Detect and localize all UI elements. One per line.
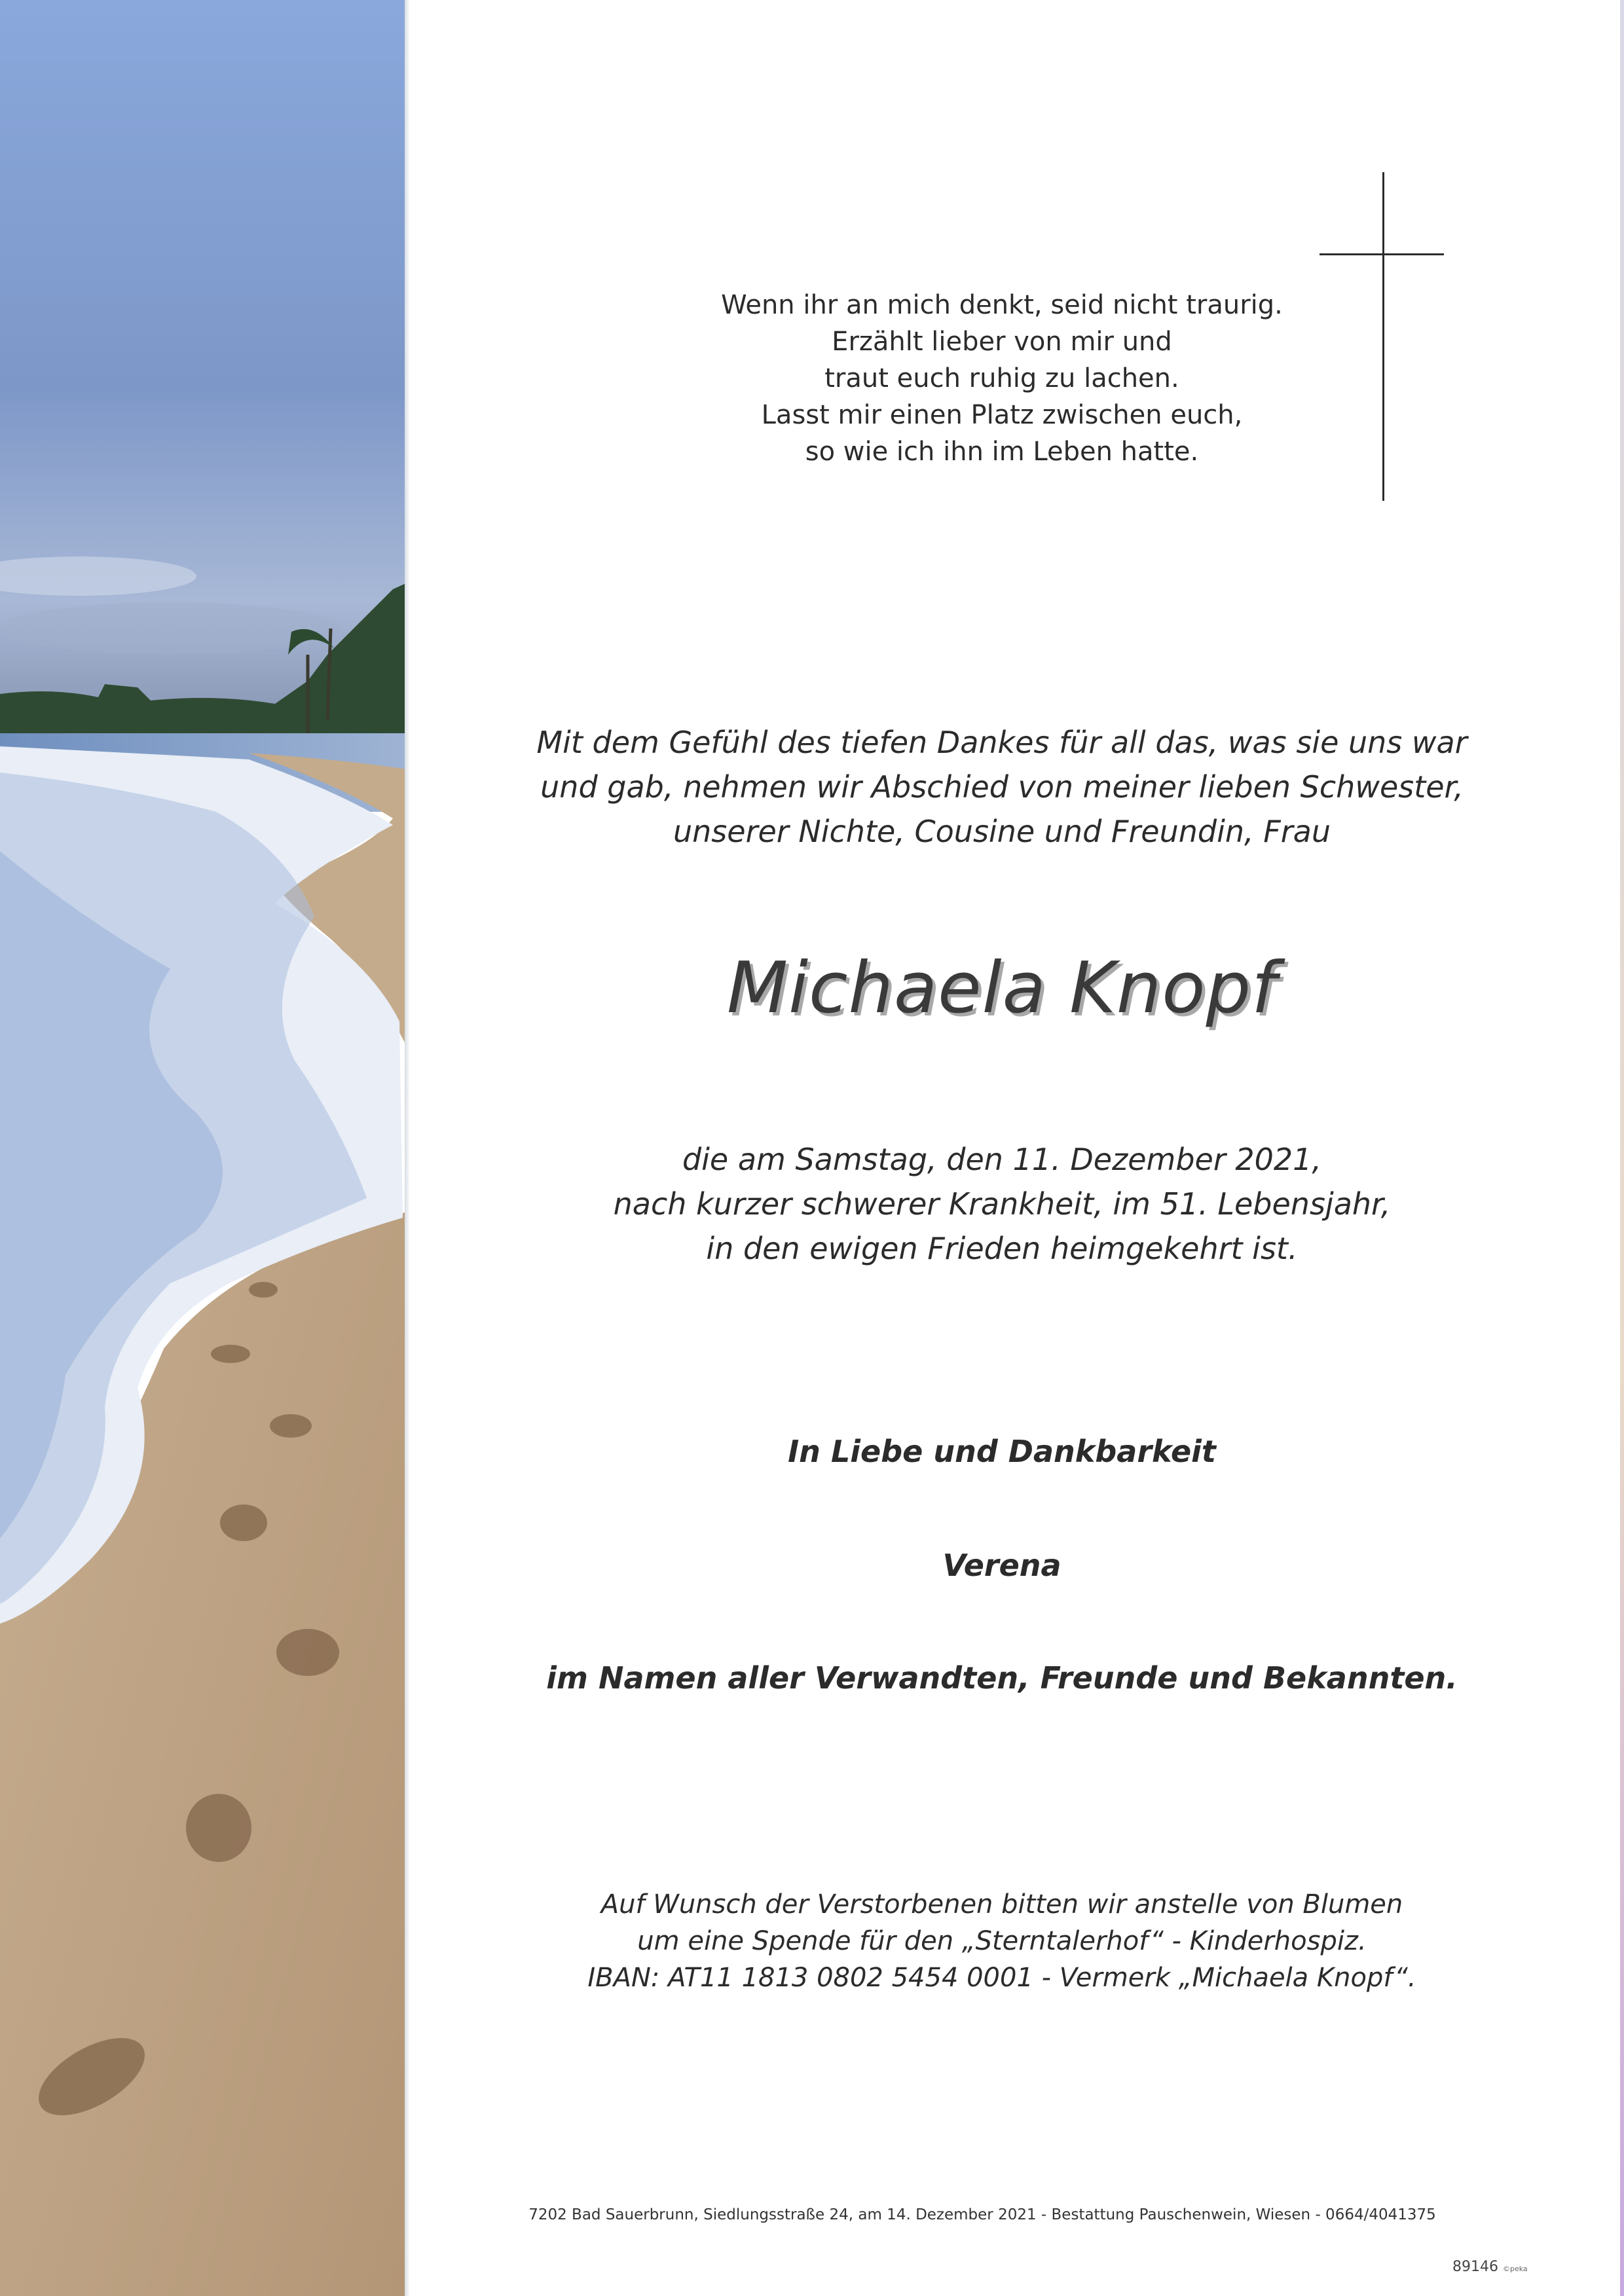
printer-mark: ©peka [1503, 2265, 1528, 2273]
image-border [405, 0, 410, 2296]
scan-edge [1620, 0, 1624, 2296]
intro-text [504, 720, 1500, 854]
poem-line: Erzählt lieber von mir und [832, 327, 1172, 357]
donation-line: um eine Spende für den „Sterntalerhof“ - Kinderhospiz. [637, 1926, 1367, 1956]
intro-line: Mit dem Gefühl des tiefen Dankes für all das, was sie uns war [536, 725, 1467, 760]
donation-line: Auf Wunsch der Verstorbenen bitten wir anstelle von Blumen [600, 1889, 1403, 1920]
donation-request [517, 1886, 1486, 1996]
death-notice-line: die am Samstag, den 11. Dezember 2021, [682, 1142, 1322, 1177]
deceased-name: Michaela Knopf [726, 947, 1278, 1029]
poem-line: so wie ich ihn im Leben hatte. [805, 437, 1199, 467]
death-notice-line: in den ewigen Frieden heimgekehrt ist. [706, 1231, 1298, 1266]
print-code [1452, 2259, 1570, 2275]
poem [655, 287, 1349, 470]
on-behalf-line: im Namen aller Verwandten, Freunde und Bekannten. [546, 1660, 1458, 1696]
donation-line: IBAN: AT11 1813 0802 5454 0001 - Vermerk „Michaela Knopf“. [587, 1963, 1416, 1993]
intro-line: unserer Nichte, Cousine und Freundin, Frau [673, 814, 1331, 849]
funeral-home-footer: 7202 Bad Sauerbrunn, Siedlungsstraße 24, am 14. Dezember 2021 - Bestattung Pauschenwein, Wiesen - 0664/4041375 [528, 2206, 1436, 2223]
poem-line: traut euch ruhig zu lachen. [824, 363, 1179, 393]
intro-line: und gab, nehmen wir Abschied von meiner lieben Schwester, [540, 769, 1464, 805]
print-code-number: 89146 [1452, 2259, 1498, 2275]
poem-line: Lasst mir einen Platz zwischen euch, [761, 400, 1243, 430]
death-notice [550, 1137, 1454, 1271]
love-dedication: In Liebe und Dankbarkeit [788, 1434, 1216, 1469]
beach-footprints-image [0, 0, 407, 2296]
death-notice-line: nach kurzer schwerer Krankheit, im 51. Lebensjahr, [613, 1186, 1391, 1222]
poem-line: Wenn ihr an mich denkt, seid nicht traurig. [721, 290, 1283, 320]
signer-name: Verena [942, 1548, 1061, 1583]
